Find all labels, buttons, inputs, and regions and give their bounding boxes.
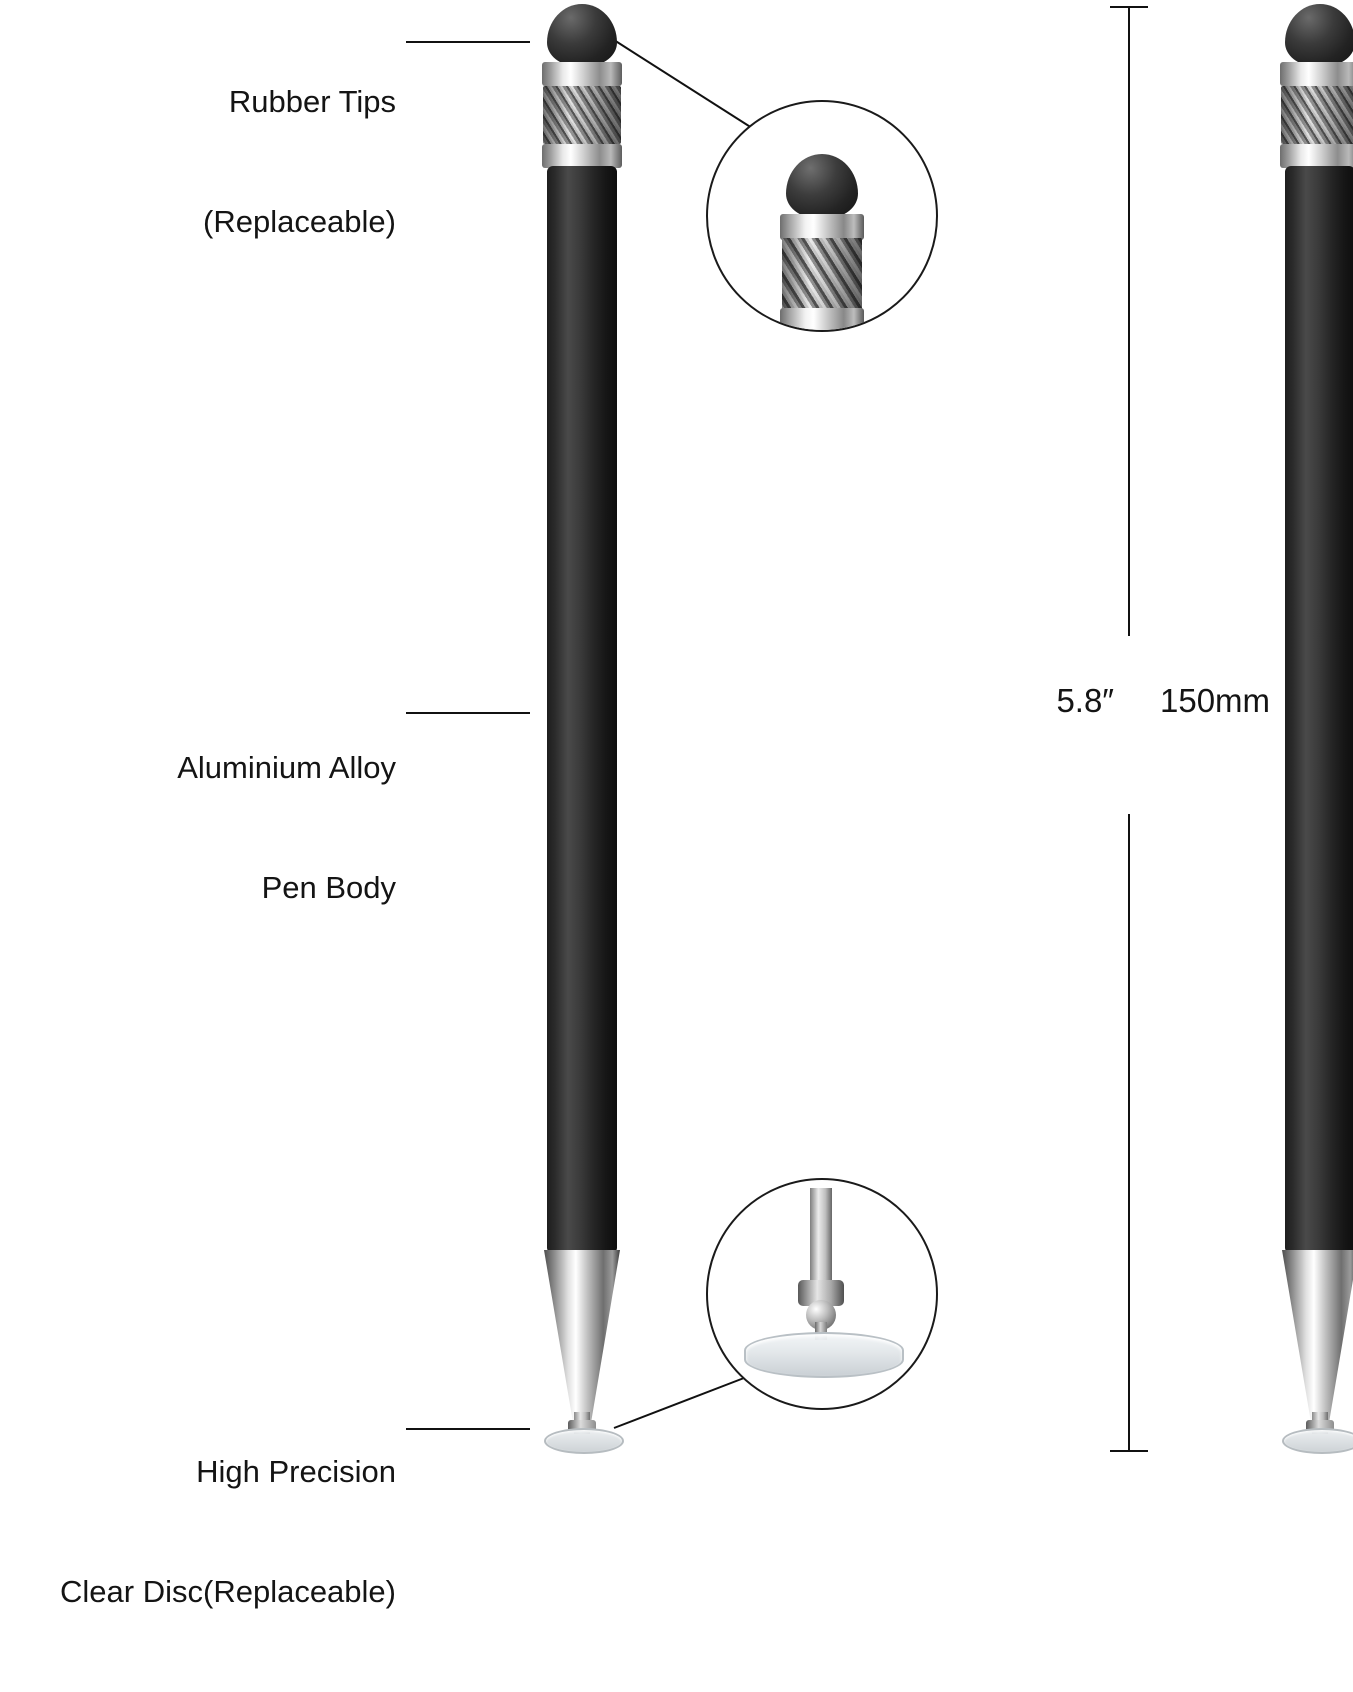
annotation-pen-body-line1: Aluminium Alloy — [177, 750, 396, 785]
dimension-inches-label: 5.8″ — [1056, 682, 1114, 719]
disc-shaft-zoom — [810, 1188, 832, 1284]
annotation-rubber-tips-line1: Rubber Tips — [228, 84, 396, 119]
annotation-rubber-tips-line2: (Replaceable) — [203, 204, 396, 239]
dimension-cap-bottom — [1110, 1450, 1148, 1452]
clear-disc-icon — [544, 1428, 624, 1454]
dimension-millimeters-label: 150mm — [1160, 682, 1271, 719]
clear-disc-zoom-callout — [706, 1178, 938, 1410]
dimension-label-gap — [1108, 636, 1150, 814]
stylus-pen-main — [530, 0, 634, 1458]
annotation-pen-body-line2: Pen Body — [261, 870, 396, 905]
knurled-grip — [543, 86, 621, 144]
knurled-grip — [1281, 86, 1353, 144]
annotation-clear-disc-line2: Clear Disc(Replaceable) — [60, 1574, 396, 1609]
metal-ferrule-top-zoom — [780, 214, 864, 240]
stylus-pen-reference — [1268, 0, 1353, 1458]
clear-disc-icon-zoom — [744, 1332, 904, 1378]
metal-ferrule-bottom — [1280, 144, 1353, 168]
rubber-tip-icon — [1285, 4, 1353, 66]
metal-ferrule-bottom — [542, 144, 622, 168]
annotation-clear-disc-line1: High Precision — [196, 1454, 396, 1489]
metal-ferrule-bottom-zoom — [780, 308, 864, 332]
pen-cone — [544, 1250, 620, 1422]
clear-disc-icon — [1282, 1428, 1353, 1454]
rubber-tip-zoom-callout — [706, 100, 938, 332]
pen-cone — [1282, 1250, 1353, 1422]
dimension-cap-top — [1110, 6, 1148, 8]
rubber-tip-icon — [547, 4, 617, 66]
metal-ferrule-top — [542, 62, 622, 86]
knurled-grip-zoom — [782, 238, 862, 310]
rubber-tip-icon-zoom — [786, 154, 858, 218]
pen-barrel — [547, 166, 617, 1252]
pen-barrel — [1285, 166, 1353, 1252]
metal-ferrule-top — [1280, 62, 1353, 86]
